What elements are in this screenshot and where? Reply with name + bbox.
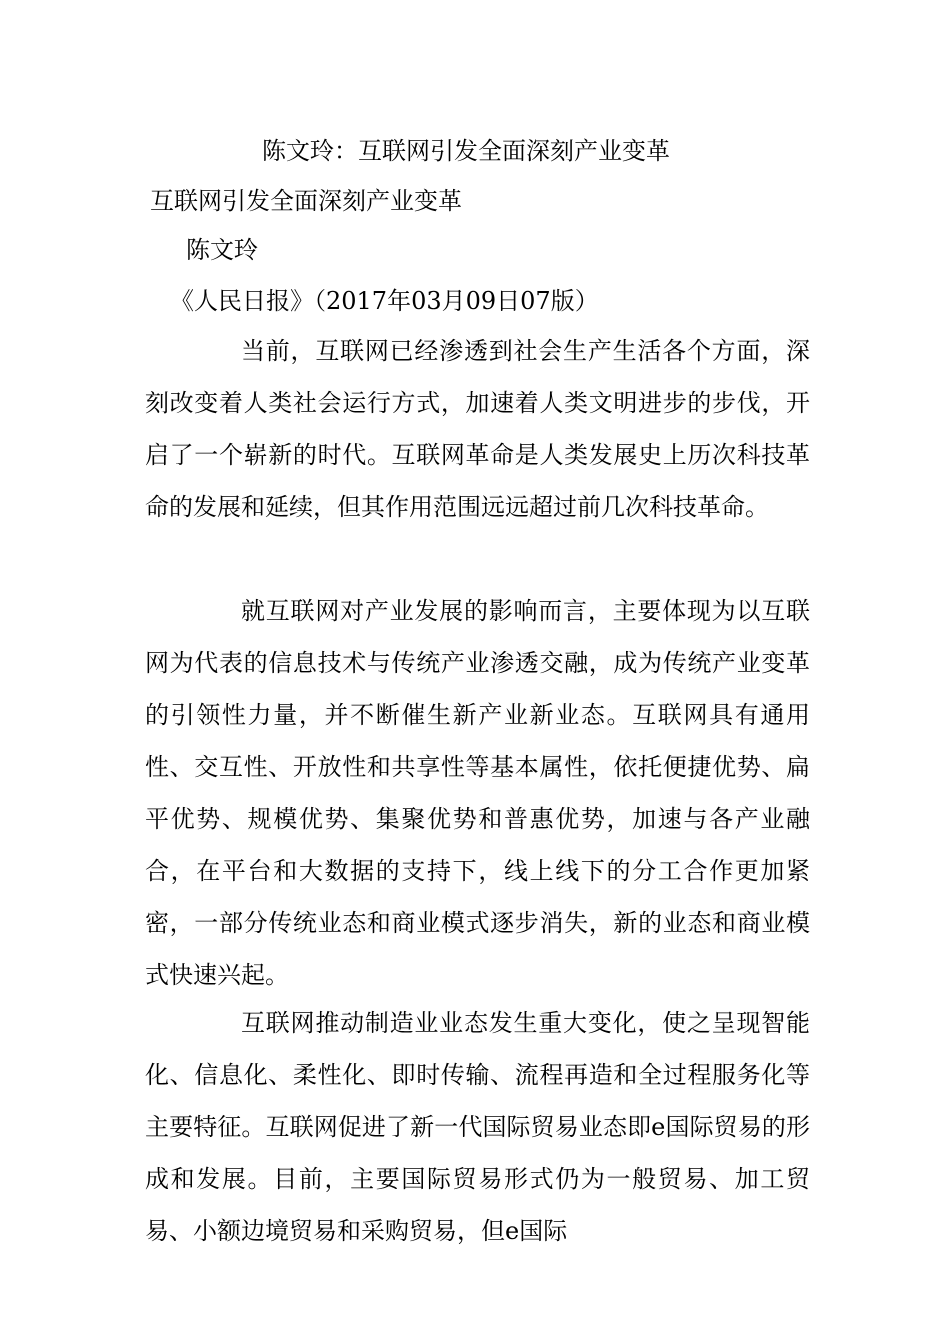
body-paragraph: 当前，互联网已经渗透到社会生产生活各个方面，深刻改变着人类社会运行方式，加速着人类文明进步的步伐，开启了一个崭新的时代。互联网革命是人类发展史上历次科技革命的发展和延续，但其作用范围远远超过前几次科技革命。 xyxy=(145,337,810,521)
article-subtitle: 互联网引发全面深刻产业变革 xyxy=(150,187,462,215)
body-paragraph: 就互联网对产业发展的影响而言，主要体现为以互联网为代表的信息技术与传统产业渗透交融，成为传统产业变革的引领性力量，并不断催生新产业新业态。互联网具有通用性、交互性、开放性和共享性等基本属性，依托便捷优势、扁平优势、规模优势、集聚优势和普惠优势，加速与各产业融合，在平台和大数据的支持下，线上线下的分工合作更加紧密，一部分传统业态和商业模式逐步消失，新的业态和商业模式快速兴起。 xyxy=(145,597,810,989)
document-title: 陈文玲：互联网引发全面深刻产业变革 xyxy=(262,137,670,165)
publication-source: 《人民日报》（2017年03月09日07版） xyxy=(170,287,599,315)
body-paragraph: 互联网推动制造业业态发生重大变化，使之呈现智能化、信息化、柔性化、即时传输、流程再造和全过程服务化等主要特征。互联网促进了新一代国际贸易业态即e国际贸易的形成和发展。目前，主要国际贸易形式仍为一般贸易、加工贸易、小额边境贸易和采购贸易，但e国际 xyxy=(145,1009,810,1245)
author-name: 陈文玲 xyxy=(186,236,258,264)
